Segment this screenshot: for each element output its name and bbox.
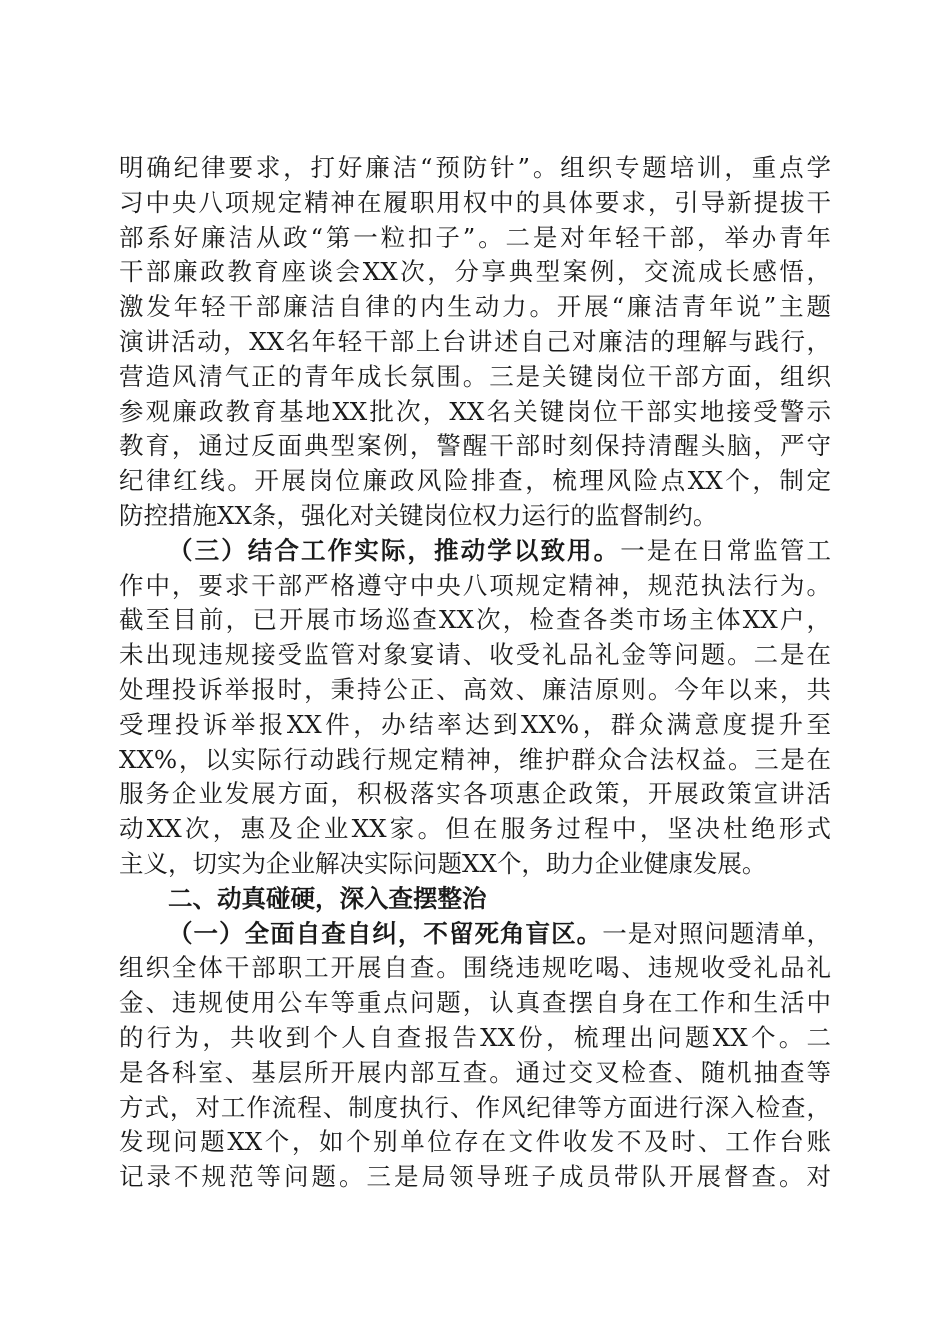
paragraph-line: 受理投诉举报XX件，办结率达到XX%，群众满意度提升至 [119,709,831,739]
paragraph-line: 部系好廉洁从政“第一粒扣子”。二是对年轻干部，举办青年 [119,222,831,252]
document-body [119,151,831,1195]
section-3-text: 一是在日常监管工 [620,535,832,565]
paragraph-line: 激发年轻干部廉洁自律的内生动力。开展“廉洁青年说”主题 [119,292,831,322]
paragraph-line: 营造风清气正的青年成长氛围。三是关键岗位干部方面，组织 [119,361,831,391]
paragraph-line: 金、违规使用公车等重点问题，认真查摆自身在工作和生活中 [119,988,831,1018]
paragraph-line: 干部廉政教育座谈会XX次，分享典型案例，交流成长感悟， [119,257,831,287]
paragraph-line: 习中央八项规定精神在履职用权中的具体要求，引导新提拔干 [119,187,831,217]
paragraph-line: 参观廉政教育基地XX批次，XX名关键岗位干部实地接受警示 [119,396,831,426]
section-3-heading: （三）结合工作实际，推动学以致用。 [168,535,621,565]
paragraph-line: 处理投诉举报时，秉持公正、高效、廉洁原则。今年以来，共 [119,674,831,704]
paragraph-line: 记录不规范等问题。三是局领导班子成员带队开展督查。对 [119,1162,831,1192]
paragraph-line: 是各科室、基层所开展内部互查。通过交叉检查、随机抽查等 [119,1057,831,1087]
section-1-first-line [119,917,831,952]
paragraph-line: 组织全体干部职工开展自查。围绕违规吃喝、违规收受礼品礼 [119,953,831,983]
paragraph-line: 截至目前，已开展市场巡查XX次，检查各类市场主体XX户， [119,605,831,635]
paragraph-line: 教育，通过反面典型案例，警醒干部时刻保持清醒头脑，严守 [119,431,831,461]
paragraph-line: 发现问题XX个，如个别单位存在文件收发不及时、工作台账 [119,1127,831,1157]
paragraph-line: 方式，对工作流程、制度执行、作风纪律等方面进行深入检查， [119,1092,831,1122]
paragraph-line: 防控措施XX条，强化对关键岗位权力运行的监督制约。 [119,500,718,530]
paragraph-line: 未出现违规接受监管对象宴请、收受礼品礼金等问题。二是在 [119,640,831,670]
section-1-text: 一是对照问题清单， [602,918,832,948]
section-3-first-line [119,534,831,569]
paragraph-line: 明确纪律要求，打好廉洁“预防针”。组织专题培训，重点学 [119,153,831,182]
paragraph-line: XX%，以实际行动践行规定精神，维护群众合法权益。三是在 [119,744,831,774]
paragraph-line: 主义，切实为企业解决实际问题XX个，助力企业健康发展。 [119,848,767,878]
paragraph-line: 动XX次，惠及企业XX家。但在服务过程中，坚决杜绝形式 [119,814,831,844]
paragraph-line: 演讲活动，XX名年轻干部上台讲述自己对廉洁的理解与践行， [119,326,831,356]
paragraph-line: 服务企业发展方面，积极落实各项惠企政策，开展政策宣讲活 [119,779,831,809]
paragraph-line: 纪律红线。开展岗位廉政风险排查，梳理风险点XX个，制定 [119,466,831,496]
part-2-heading: 二、动真碰硬，深入查摆整治 [168,883,487,913]
section-1-heading: （一）全面自查自纠，不留死角盲区。 [168,918,603,948]
paragraph-line: 的行为，共收到个人自查报告XX份，梳理出问题XX个。二 [119,1022,831,1052]
paragraph-line: 作中，要求干部严格遵守中央八项规定精神，规范执法行为。 [119,570,831,600]
